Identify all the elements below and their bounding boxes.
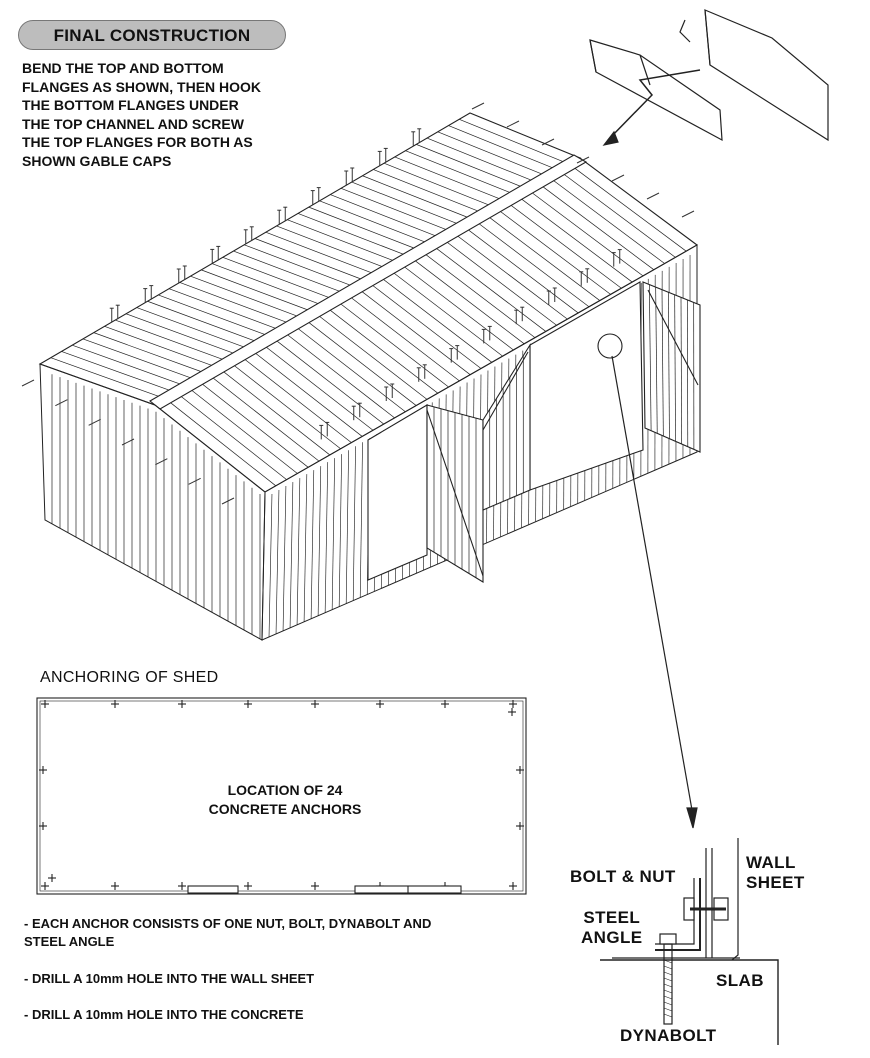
roof-rib [320,201,432,245]
note-line: - EACH ANCHOR CONSISTS OF ONE NUT, BOLT, DYNABOLT AND [24,916,432,931]
label-bolt-nut: BOLT & NUT [570,867,676,886]
roof-rib [495,207,611,294]
wall-rib [353,446,355,600]
roof-rib [474,220,589,307]
title-badge [18,20,286,50]
roof-rib [298,213,410,256]
roof-rib [357,288,470,375]
wall-rib [360,442,362,597]
roof-rib [158,295,272,337]
roof-rib [229,362,340,449]
roof-rib [538,183,654,270]
roof-rib [410,257,524,344]
label-dynabolt: DYNABOLT [620,1026,717,1045]
roof-rib [506,201,622,288]
screw [55,400,67,406]
wall-rib [325,462,328,613]
roof-rib [277,226,389,269]
dynabolt-thread [664,984,672,987]
roof-rib [336,300,449,387]
arrow-head [604,132,618,145]
dynabolt-thread [664,972,672,975]
roof-rib [148,301,262,343]
roof-rib [373,169,484,213]
roof-rib [559,170,676,257]
label-line: STEEL [583,908,641,927]
roof-rib [255,239,368,282]
wall-rib [269,494,272,637]
screw [682,211,694,217]
roof-rib [283,331,395,418]
roof-rib [251,349,363,436]
plan-label [150,781,420,819]
wall-rib [290,482,293,628]
roof-rib [421,251,535,338]
roof-rib [442,238,557,325]
roof-rib [569,164,686,251]
door-opening-left [368,405,427,580]
label-line: SHEET [746,873,805,892]
door-opening-right [530,282,643,490]
screw [507,121,519,127]
wall-sheet-outer [732,838,738,960]
wall-rib [311,470,314,619]
roof-rib [187,386,298,473]
screw [647,193,659,199]
roof-rib [176,393,286,480]
roof-rib [330,195,442,239]
roof-rib [527,189,643,276]
note-line: - DRILL A 10mm HOLE INTO THE CONCRETE [24,1007,304,1022]
label-line: WALL [746,853,796,872]
dynabolt-thread [664,1002,672,1005]
roof-rib [378,275,492,362]
instruction-line: THE TOP FLANGES FOR BOTH AS [22,134,253,150]
roof-rib [94,333,208,375]
instruction-line: THE BOTTOM FLANGES UNDER [22,97,239,113]
plan-label-line: CONCRETE ANCHORS [208,801,362,817]
gable-cap-piece-right [705,10,828,140]
wall-rib [339,454,341,606]
roof-rib [293,325,405,412]
dynabolt-nut [660,934,676,944]
roof-rib [208,374,319,461]
dynabolt-thread [664,1014,672,1017]
roof-rib [416,144,527,189]
note-anchor-parts [24,915,544,951]
screw [22,380,34,386]
roof-rib [516,195,632,282]
roof-rib [62,351,177,392]
note-line: - DRILL A 10mm HOLE INTO THE WALL SHEET [24,971,315,986]
label-line: ANGLE [581,928,643,947]
dynabolt-thread [664,990,672,993]
gable-cap-detail [590,10,828,145]
note-drill-wall [24,970,544,988]
roof-rib [223,257,336,300]
instructions-text [22,59,312,170]
note-line: STEEL ANGLE [24,934,115,949]
screw [155,459,167,465]
roof-rib [325,306,438,393]
roof-rib [309,207,421,251]
roof-rib [352,182,463,226]
roof-rib [261,343,373,430]
hook-arrow [608,70,700,140]
screw [189,478,201,484]
instruction-line: THE TOP CHANNEL AND SCREW [22,115,244,132]
dynabolt-thread [664,1008,672,1011]
roof-rib [341,188,453,232]
gable-wall-left [40,364,265,640]
roof-rib [115,320,229,362]
roof-rib [406,151,517,195]
wall-rib [318,466,321,616]
screw [612,175,624,181]
wall-rib [297,478,300,625]
roof-rib [384,163,495,207]
roof-rib [244,245,357,288]
dynabolt-thread [664,996,672,999]
roof-rib [272,337,384,424]
roof-rib [83,339,198,380]
roof-rib [399,263,513,350]
instruction-line: SHOWN GABLE CAPS [22,152,172,169]
roof-rib [314,312,427,399]
roof-rib [234,251,347,294]
leader-arrow [687,808,697,828]
anchoring-title: ANCHORING OF SHED [40,669,219,686]
roof-rib [169,289,283,331]
roof-rib [166,399,276,486]
screw [542,139,554,145]
gable-cap-edge [705,10,710,65]
bend-arrow [680,20,690,42]
roof-rib [219,368,330,455]
roof-rib [191,276,304,318]
screw [89,419,101,425]
roof-rib [126,314,240,356]
roof-rib [198,380,309,467]
plan-label-line: LOCATION OF 24 [227,782,343,798]
wall-rib [304,474,307,622]
door-leaf-right [643,282,700,452]
roof-rib [212,264,325,307]
instruction-line: FLANGES AS SHOWN, THEN HOOK [22,78,262,95]
instruction-line: BEND THE TOP AND BOTTOM [22,60,224,76]
shed-doors [368,282,700,582]
dynabolt-shank [664,944,672,1024]
gable-cap-edge [590,40,596,72]
roof-rib [201,270,314,313]
roof-rib [431,244,546,331]
roof-rib [368,282,482,369]
roof-rib [72,345,187,386]
wall-rib [346,450,348,603]
label-steel-angle [581,908,643,948]
roof-rib [463,226,578,313]
note-drill-concrete [24,1006,544,1024]
dynabolt-thread [664,966,672,969]
roof-rib [484,214,599,301]
roof-rib [105,326,219,368]
wall-rib [276,490,279,634]
roof-rib [548,177,664,264]
roof-rib [389,269,503,356]
roof-rib [180,282,293,324]
roof-rib [240,356,351,443]
roof-rib [266,232,378,275]
label-wall-sheet [746,853,805,893]
roof-rib [395,157,506,201]
label-slab: SLAB [716,971,764,990]
roof-rib [363,176,474,220]
roof-rib [287,220,399,263]
dynabolt-thread [664,978,672,981]
wall-rib [283,486,286,631]
wall-rib [332,458,335,610]
door-gap [188,886,238,893]
roof-rib [346,294,459,381]
roof-rib [137,308,251,350]
page-title: FINAL CONSTRUCTION [53,26,251,45]
roof-rib [453,232,568,319]
gable-cap-piece-left [590,40,722,140]
roof-rib [304,319,416,406]
screw [472,103,484,109]
